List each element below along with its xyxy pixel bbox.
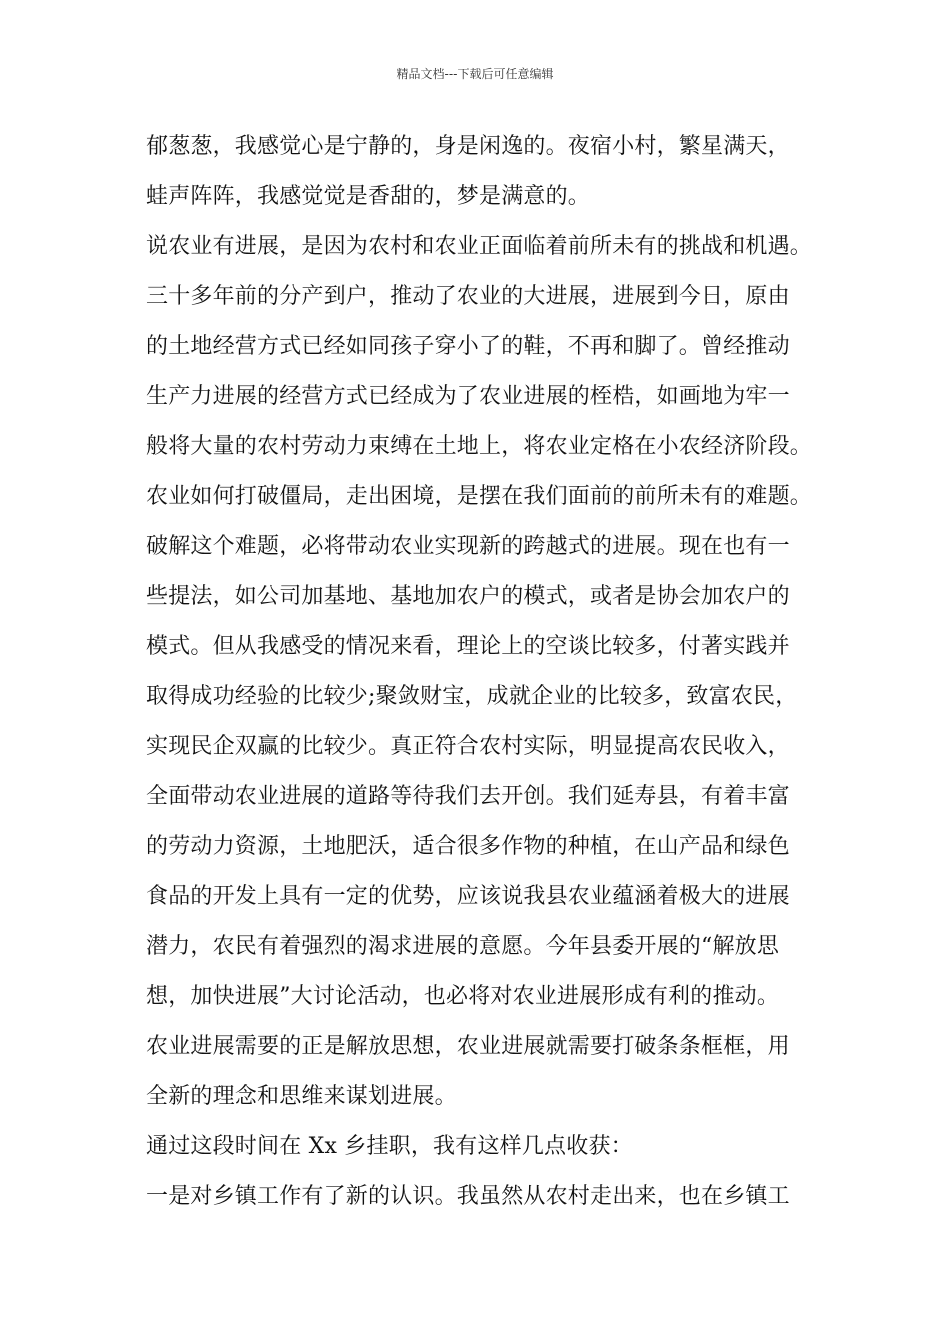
text-line: 般将大量的农村劳动力束缚在土地上，将农业定格在小农经济阶段。 <box>146 434 813 459</box>
text-line: 农业如何打破僵局，走出困境，是摆在我们面前的前所未有的难题。 <box>146 484 813 509</box>
text-line: 模式。但从我感受的情况来看，理论上的空谈比较多，付著实践并 <box>146 634 790 659</box>
text-line: 蛙声阵阵，我感觉觉是香甜的，梦是满意的。 <box>146 184 591 209</box>
text-line: 全新的理念和思维来谋划进展。 <box>146 1084 457 1109</box>
text-line: 的劳动力资源，土地肥沃，适合很多作物的种植，在山产品和绿色 <box>146 834 790 859</box>
text-line: 农业进展需要的正是解放思想，农业进展就需要打破条条框框，用 <box>146 1034 790 1059</box>
text-line: 的土地经营方式已经如同孩子穿小了的鞋，不再和脚了。曾经推动 <box>146 334 790 359</box>
body-text <box>146 122 846 1222</box>
text-line: 取得成功经验的比较少;聚敛财宝，成就企业的比较多，致富农民， <box>146 684 798 709</box>
text-line: 些提法，如公司加基地、基地加农户的模式，或者是协会加农户的 <box>146 584 790 609</box>
text-line: 全面带动农业进展的道路等待我们去开创。我们延寿县，有着丰富 <box>146 784 790 809</box>
text-line: 破解这个难题，必将带动农业实现新的跨越式的进展。现在也有一 <box>146 534 790 559</box>
text-line: 一是对乡镇工作有了新的认识。我虽然从农村走出来，也在乡镇工 <box>146 1184 790 1209</box>
text-line: 三十多年前的分产到户，推动了农业的大进展，进展到今日，原由 <box>146 284 790 309</box>
text-line: 说农业有进展，是因为农村和农业正面临着前所未有的挑战和机遇。 <box>146 234 813 259</box>
text-line: 食品的开发上具有一定的优势，应该说我县农业蕴涵着极大的进展 <box>146 884 790 909</box>
text-line: 生产力进展的经营方式已经成为了农业进展的桎梏，如画地为牢一 <box>146 384 790 409</box>
text-line: 想，加快进展”大讨论活动，也必将对农业进展形成有利的推动。 <box>146 984 780 1009</box>
text-line: 郁葱葱，我感觉心是宁静的，身是闲逸的。夜宿小村，繁星满天， <box>146 134 790 159</box>
text-line: 实现民企双赢的比较少。真正符合农村实际，明显提高农民收入， <box>146 734 790 759</box>
text-line: 潜力，农民有着强烈的渴求进展的意愿。今年县委开展的“解放思 <box>146 934 780 959</box>
page-header: 精品文档---下载后可任意编辑 <box>396 67 554 81</box>
text-line: 通过这段时间在 Xx 乡挂职，我有这样几点收获： <box>146 1134 633 1159</box>
